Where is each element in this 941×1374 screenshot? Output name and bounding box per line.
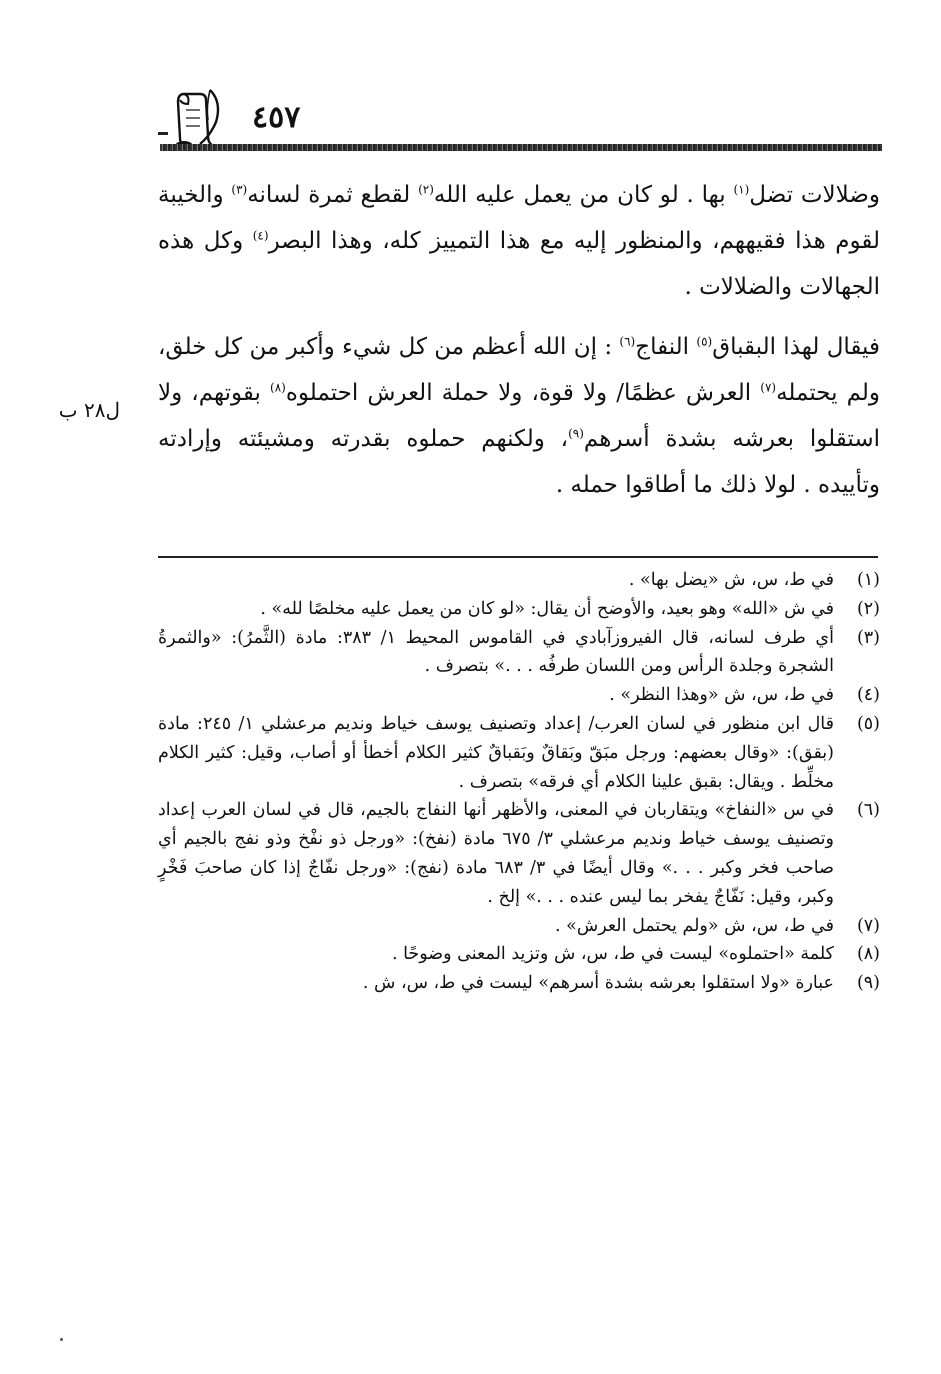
text-segment: فيقال لهذا البقباق — [712, 334, 880, 360]
footnote-text: في ط، س، ش «ولم يحتمل العرش» . — [555, 915, 834, 936]
main-paragraph — [158, 172, 880, 310]
footnote-ref: (٨) — [270, 380, 286, 395]
footnote-ref: (٤) — [252, 228, 269, 243]
footnote-number: (٣) — [856, 627, 880, 648]
footnote-item — [158, 710, 880, 796]
text-segment: لقطع ثمرة لسانه — [247, 182, 419, 208]
footnote-number: (٩) — [856, 973, 880, 994]
footnote-number: (٧) — [856, 915, 880, 936]
footnote-item — [158, 969, 880, 998]
footnote-item — [158, 796, 880, 911]
footnote-ref: (٩) — [568, 426, 584, 441]
footnote-number: (٥) — [856, 713, 880, 734]
footnote-text: في ط، س، ش «يضل بها» . — [628, 570, 834, 590]
footnote-item — [158, 566, 880, 595]
footnote-number: (٦) — [856, 800, 880, 821]
footnote-number: (٤) — [856, 685, 880, 706]
text-segment: ، ولكنهم حملوه بقدرته ومشيئته وإرادته وتأييده . لولا ذلك ما أطاقوا حمله . — [158, 426, 880, 498]
footnote-text: في س «النفاخ» ويتقاربان في المعنى، والأظهر أنها النفاج بالجيم، قال في لسان العرب إعداد وتصنيف يوسف خياط ونديم مرعشلي ٣/ ٦٧٥ مادة (نفخ): «ورجل ذو نفْخ وذو نفج بالجيم أي صاحب فخر وكبر . . .» وقال أيضًا في ٣/ ٦٨٣ مادة (نفج): «ورجل نفّاجٌ إذا كان صاحبَ فَخْرٍ وكبر، وقيل: نَفّاجٌ يفخر بما ليس عنده . . .» إلخ . — [158, 800, 835, 907]
text-segment: وكل هذه الجهالات والضلالات . — [158, 228, 880, 300]
footnote-item — [158, 912, 880, 941]
footnote-number: (٨) — [856, 944, 880, 965]
text-segment: بها . لو كان من يعمل عليه الله — [433, 182, 734, 208]
footnote-separator — [158, 556, 878, 558]
footnote-item — [158, 595, 880, 624]
footnote-text: أي طرف لسانه، قال الفيروزآبادي في القاموس المحيط ١/ ٣٨٣: مادة (الثَّمرُ): «والثمرةُ الشجرة وجلدة الرأس ومن اللسان طرفُه . . .» بتصرف . — [158, 627, 834, 677]
footnote-text: قال ابن منظور في لسان العرب/ إعداد وتصنيف يوسف خياط ونديم مرعشلي ١/ ٢٤٥: مادة (بقق): «وقال بعضهم: ورجل مبَقّ وبَقاقٌ وبَقباقٌ كثير الكلام أخطأ أو أصاب، وقيل: كثير الكلام مخلِّط . ويقال: بقبق علينا الكلام أي فرقه» بتصرف . — [158, 713, 834, 792]
footnote-number: (١) — [856, 570, 880, 590]
footnote-ref: (٧) — [760, 380, 777, 395]
footnote-text: في ش «الله» وهو بعيد، والأوضح أن يقال: «لو كان من يعمل عليه مخلصًا لله» . — [260, 598, 834, 619]
scan-speck — [60, 1338, 63, 1341]
header-rule — [160, 144, 882, 151]
manuscript-folio-note: ل٢٨ ب — [58, 398, 120, 422]
text-segment: النفاج — [635, 334, 697, 360]
text-segment: والخيبة لقوم هذا فقيههم، والمنظور إليه مع هذا التمييز كله، وهذا البصر — [158, 182, 880, 254]
footnote-ref: (٦) — [619, 334, 636, 349]
footnote-item — [158, 681, 880, 710]
text-segment: العرش عظمًا/ ولا قوة، ولا حملة العرش احتملوه — [285, 380, 761, 406]
footnote-number: (٢) — [856, 598, 880, 619]
footnote-text: كلمة «احتملوه» ليست في ط، س، ش وتزيد المعنى وضوحًا . — [391, 944, 834, 965]
text-segment: : إن الله أعظم من كل شيء وأكبر من كل خلق، ولم يحتمله — [158, 334, 881, 406]
footnote-ref: (١) — [733, 182, 750, 197]
page-header — [160, 88, 882, 158]
page-number: ٤٥٧ — [252, 100, 301, 135]
footnote-text: في ط، س، ش «وهذا النظر» . — [609, 685, 834, 706]
footnotes — [158, 566, 880, 998]
text-segment: بقوتهم، ولا استقلوا بعرشه بشدة أسرهم — [158, 380, 880, 452]
main-paragraph — [158, 324, 880, 508]
footnote-ref: (٥) — [696, 334, 713, 349]
footnote-text: عبارة «ولا استقلوا بعرشه بشدة أسرهم» ليست في ط، س، ش . — [362, 973, 834, 994]
scroll-quill-ornament-icon — [170, 88, 230, 152]
footnote-item — [158, 940, 880, 969]
header-dash — [158, 132, 168, 135]
footnote-item — [158, 624, 880, 682]
footnote-ref: (٣) — [231, 182, 248, 197]
text-segment: وضلالات تضل — [749, 182, 881, 208]
footnote-ref: (٢) — [418, 182, 434, 197]
main-text — [158, 172, 880, 508]
